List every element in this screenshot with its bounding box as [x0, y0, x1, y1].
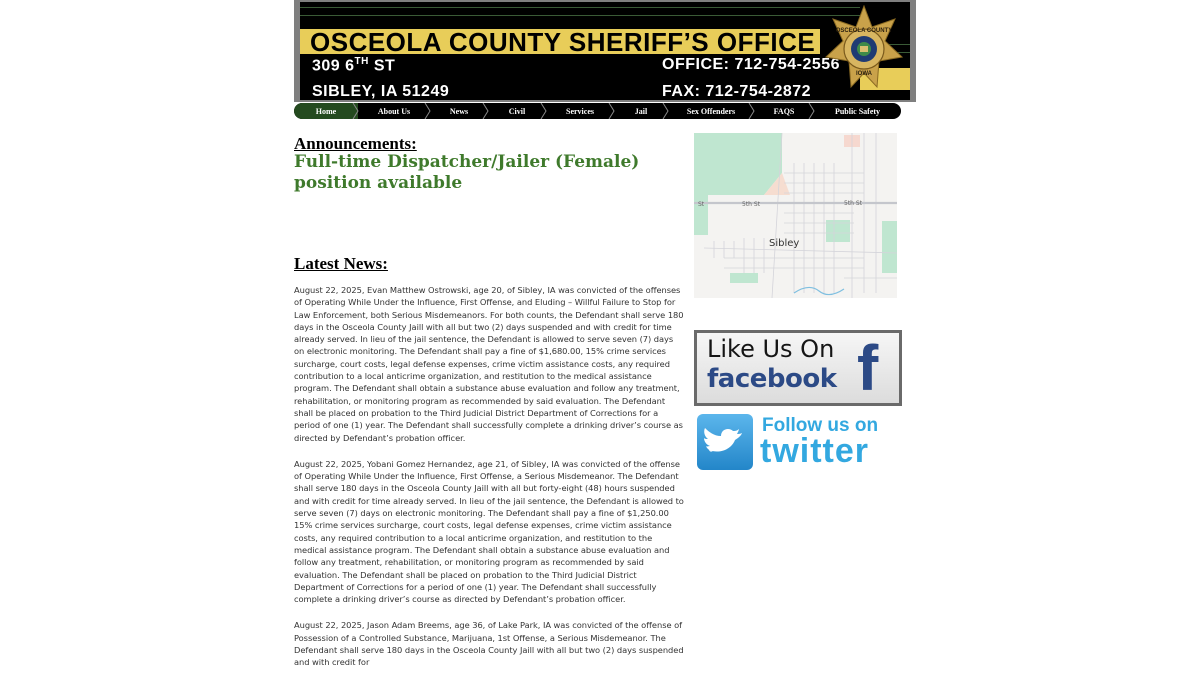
- nav-sex-offenders[interactable]: [668, 103, 754, 119]
- nav-civil[interactable]: [488, 103, 546, 119]
- address-line-2: SIBLEY, IA 51249: [312, 83, 450, 100]
- map-label-town: Sibley: [769, 238, 800, 249]
- facebook-link[interactable]: [694, 330, 902, 406]
- nav-faqs[interactable]: [754, 103, 814, 119]
- banner-background: [300, 2, 910, 100]
- nav-label: News: [449, 106, 469, 116]
- facebook-badge: [697, 333, 899, 403]
- nav-jail[interactable]: [614, 103, 668, 119]
- twitter-follow-text: Follow us on: [762, 415, 879, 436]
- svg-text:IOWA: IOWA: [856, 71, 872, 77]
- nav-label: FAQS: [773, 106, 795, 116]
- nav-news[interactable]: [430, 103, 488, 119]
- twitter-bird-icon: [697, 414, 753, 470]
- map-label-5th-st: 5th St: [742, 201, 761, 208]
- facebook-wordmark: facebook: [707, 364, 837, 394]
- nav-label: Sex Offenders: [686, 106, 736, 116]
- nav-home[interactable]: [294, 103, 358, 119]
- news-item: August 22, 2025, Evan Matthew Ostrowski, age 20, of Sibley, IA was convicted of the offenses of Operating While Under the Influence, First Offense, and Eluding – Willful Failure to Stop for Law Enforcement, both Serious Misdemeanors. For both counts, the Defendant shall serve 180 days in the Osceola County Jaill with all but two (2) days suspended and with credit for time already served. In lieu of the jail sentence, the Defendant is allowed to serve seven (7) days on electronic monitoring. The Defendant shall pay a fine of $1,680.00, 15% crime services surcharge, court costs, legal defense expenses, crime victim assistance costs, any required contribution to a local anticrime organization, and restitution to the medical assistance program. The Defendant shall obtain a substance abuse evaluation and follow any treatment, rehabilitation, or monitoring program as recommended by said evaluation. The Defendant shall be placed on probation to the Third Judicial District Department of Corrections for a period of one (1) year. The Defendant shall successfully complete a drinking driver’s course as directed by Defendant’s probation officer.: [294, 285, 684, 443]
- news-list: [294, 284, 684, 683]
- announcement-text: Full-time Dispatcher/Jailer (Female) position available: [294, 152, 640, 193]
- sheriff-badge-icon: [825, 5, 903, 93]
- map-label-5th-st: 5th St: [844, 200, 863, 207]
- location-map[interactable]: [694, 133, 897, 298]
- office-phone: OFFICE: 712-754-2556: [662, 56, 841, 73]
- nav-label: Home: [315, 106, 337, 116]
- address-line-1: 309 6TH ST: [312, 56, 396, 75]
- nav-public-safety[interactable]: [814, 103, 901, 119]
- twitter-link[interactable]: [694, 412, 904, 474]
- nav-label: Civil: [508, 106, 526, 116]
- map-graphic: [694, 133, 897, 298]
- map-label-street: St: [698, 201, 705, 208]
- latest-news-heading: Latest News:: [294, 254, 388, 273]
- nav-label: Services: [566, 106, 594, 116]
- banner-stripe: [300, 15, 860, 16]
- nav-label: Jail: [634, 106, 648, 116]
- news-item: August 22, 2025, Yobani Gomez Hernandez, age 21, of Sibley, IA was convicted of the offense of Operating While Under the Influence, First Offense, a Serious Misdemeanor. The Defendant shall serve 180 days in the Osceola County Jaill with all but forty-eight (48) hours suspended and with credit for time already served. In lieu of the jail sentence, the Defendant is allowed to serve seven (7) days on electronic monitoring. The Defendant shall pay a fine of $1,250.00 15% crime services surcharge, court costs, legal defense expenses, crime victim assistance costs, any required contribution to a local anticrime organization, and restitution to the medical assistance program. The Defendant shall obtain a substance abuse evaluation and follow any treatment, rehabilitation, or monitoring program as recommended by said evaluation. The Defendant shall be placed on probation to the Third Judicial District Department of Corrections for a period of one (1) year. The Defendant shall successfully complete a drinking driver’s course as directed by Defendant’s probation officer.: [294, 458, 684, 605]
- facebook-like-text: Like Us On: [707, 335, 835, 363]
- nav-services[interactable]: [546, 103, 614, 119]
- nav-label: Public Safety: [834, 106, 881, 116]
- twitter-wordmark: twitter: [760, 432, 869, 470]
- main-nav: [294, 103, 901, 119]
- news-item: August 22, 2025, Jason Adam Breems, age 36, of Lake Park, IA was convicted of the offense of Possession of a Controlled Substance, Marijuana, 1st Offense, a Serious Misdemeanor. The Defendant shall serve 180 days in the Osceola County Jaill with all but two (2) days suspended and with credit for: [294, 620, 684, 668]
- nav-about-us[interactable]: [358, 103, 430, 119]
- header-banner: [294, 0, 916, 102]
- nav-label: About Us: [377, 106, 411, 116]
- fax-number: FAX: 712-754-2872: [662, 83, 812, 100]
- svg-text:OSCEOLA COUNTY: OSCEOLA COUNTY: [835, 28, 893, 34]
- announcements-heading: Announcements:: [294, 134, 417, 153]
- site-title: OSCEOLA COUNTY SHERIFF’S OFFICE: [310, 27, 816, 57]
- banner-stripe: [300, 7, 860, 8]
- facebook-f-icon: f: [857, 332, 879, 404]
